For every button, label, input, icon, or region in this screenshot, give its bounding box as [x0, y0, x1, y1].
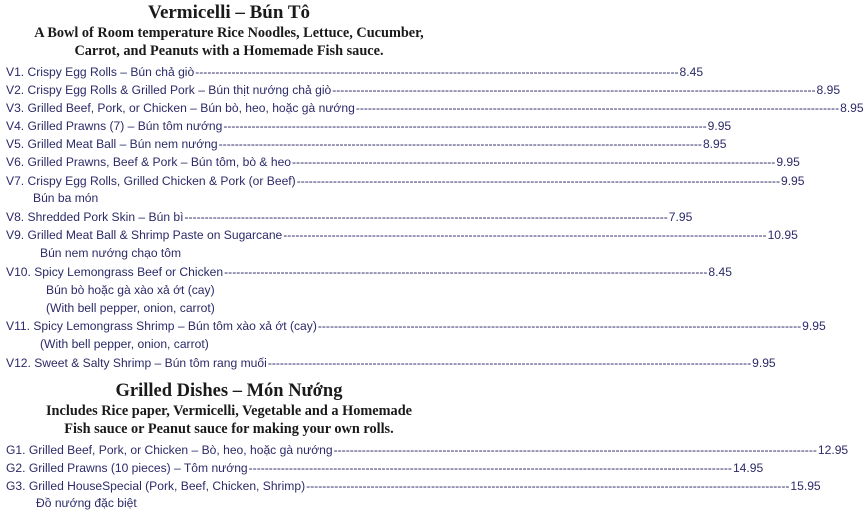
menu-item-v3	[6, 99, 864, 117]
vermicelli-title: Vermicelli – Bún Tô	[147, 2, 311, 23]
item-name: G2. Grilled Prawns (10 pieces) – Tôm nướng	[6, 461, 248, 475]
menu-item-v5	[6, 135, 727, 153]
item-price: 8.45	[708, 265, 732, 279]
menu-item-v6	[6, 153, 800, 171]
menu-item-v12	[6, 354, 776, 372]
grilled-desc-line-1: Includes Rice paper, Vermicelli, Vegetable and a Homemade	[45, 403, 412, 419]
menu-item-v7-subtitle: Bún ba món	[33, 191, 99, 205]
dot-leader: ------------------------------------------------------------------------------------------------------------------------	[296, 174, 780, 188]
dot-leader: ------------------------------------------------------------------------------------------------------------------------	[283, 228, 767, 242]
dot-leader: ------------------------------------------------------------------------------------------------------------------------	[218, 137, 702, 151]
item-price: 9.95	[776, 155, 800, 169]
item-name: V3. Grilled Beef, Pork, or Chicken – Bún bò, heo, hoặc gà nướng	[6, 101, 355, 115]
item-name: V8. Shredded Pork Skin – Bún bì	[6, 210, 184, 224]
item-price: 14.95	[732, 461, 764, 475]
item-name: V4. Grilled Prawns (7) – Bún tôm nướng	[6, 119, 223, 133]
item-price: 8.95	[816, 83, 841, 97]
dot-leader: ------------------------------------------------------------------------------------------------------------------------	[292, 155, 776, 169]
grilled-desc-line-2: Fish sauce or Peanut sauce for making your own rolls.	[64, 421, 394, 437]
menu-item-v1	[6, 63, 704, 81]
item-price: 9.95	[780, 174, 805, 188]
item-price: 8.45	[679, 65, 704, 79]
menu-item-g3	[6, 477, 821, 495]
menu-item-v4	[6, 117, 732, 135]
dot-leader: ------------------------------------------------------------------------------------------------------------------------	[355, 101, 840, 115]
item-price: 10.95	[767, 228, 798, 242]
item-name: V10. Spicy Lemongrass Beef or Chicken	[6, 265, 224, 279]
menu-item-g2	[6, 459, 764, 477]
menu-item-v10-subtitle: Bún bò hoặc gà xào xả ớt (cay)	[46, 283, 215, 297]
dot-leader: ------------------------------------------------------------------------------------------------------------------------	[224, 265, 708, 279]
item-price: 15.95	[790, 479, 821, 493]
item-price: 12.95	[817, 443, 849, 457]
vermicelli-desc-line-1: A Bowl of Room temperature Rice Noodles, Lettuce, Cucumber,	[34, 25, 424, 41]
item-name: G3. Grilled HouseSpecial (Pork, Beef, Chicken, Shrimp)	[6, 479, 306, 493]
dot-leader: ------------------------------------------------------------------------------------------------------------------------	[317, 319, 802, 333]
item-price: 8.95	[702, 137, 727, 151]
dot-leader: ------------------------------------------------------------------------------------------------------------------------	[223, 119, 707, 133]
item-price: 9.95	[802, 319, 826, 333]
item-name: V7. Crispy Egg Rolls, Grilled Chicken & Pork (or Beef)	[6, 174, 296, 188]
menu-item-v2	[6, 81, 841, 99]
item-price: 9.95	[752, 356, 776, 370]
item-name: G1. Grilled Beef, Pork, or Chicken – Bò, heo, hoặc gà nướng	[6, 443, 333, 457]
item-price: 9.95	[707, 119, 732, 133]
menu-item-v9	[6, 226, 798, 244]
dot-leader: ------------------------------------------------------------------------------------------------------------------------	[267, 356, 752, 370]
item-name: V1. Crispy Egg Rolls – Bún chả giò	[6, 65, 195, 79]
menu-item-g3-subtitle: Đồ nướng đặc biệt	[36, 496, 137, 510]
menu-item-v7	[6, 172, 805, 190]
item-price: 8.95	[840, 101, 864, 115]
menu-item-v11	[6, 317, 826, 335]
item-name: V12. Sweet & Salty Shrimp – Bún tôm rang muối	[6, 356, 267, 370]
item-name: V6. Grilled Prawns, Beef & Pork – Bún tôm, bò & heo	[6, 155, 292, 169]
dot-leader: ------------------------------------------------------------------------------------------------------------------------	[184, 210, 668, 224]
dot-leader: ------------------------------------------------------------------------------------------------------------------------	[332, 83, 816, 97]
item-price: 7.95	[668, 210, 693, 224]
grilled-title: Grilled Dishes – Món Nướng	[115, 381, 343, 401]
menu-item-v10	[6, 263, 732, 281]
dot-leader: ------------------------------------------------------------------------------------------------------------------------	[248, 461, 732, 475]
vermicelli-desc-line-2: Carrot, and Peanuts with a Homemade Fish sauce.	[74, 43, 384, 59]
menu-item-v10-note: (With bell pepper, onion, carrot)	[46, 301, 215, 315]
dot-leader: ------------------------------------------------------------------------------------------------------------------------	[333, 443, 817, 457]
item-name: V5. Grilled Meat Ball – Bún nem nướng	[6, 137, 218, 151]
item-name: V9. Grilled Meat Ball & Shrimp Paste on Sugarcane	[6, 228, 283, 242]
dot-leader: ------------------------------------------------------------------------------------------------------------------------	[195, 65, 679, 79]
dot-leader: ------------------------------------------------------------------------------------------------------------------------	[306, 479, 790, 493]
item-name: V11. Spicy Lemongrass Shrimp – Bún tôm xào xả ớt (cay)	[6, 319, 317, 333]
menu-item-v8	[6, 208, 693, 226]
item-name: V2. Crispy Egg Rolls & Grilled Pork – Bún thịt nướng chả giò	[6, 83, 332, 97]
menu-item-v9-subtitle: Bún nem nướng chạo tôm	[40, 246, 182, 260]
menu-item-g1	[6, 441, 849, 459]
menu-item-v11-note: (With bell pepper, onion, carrot)	[40, 337, 209, 351]
